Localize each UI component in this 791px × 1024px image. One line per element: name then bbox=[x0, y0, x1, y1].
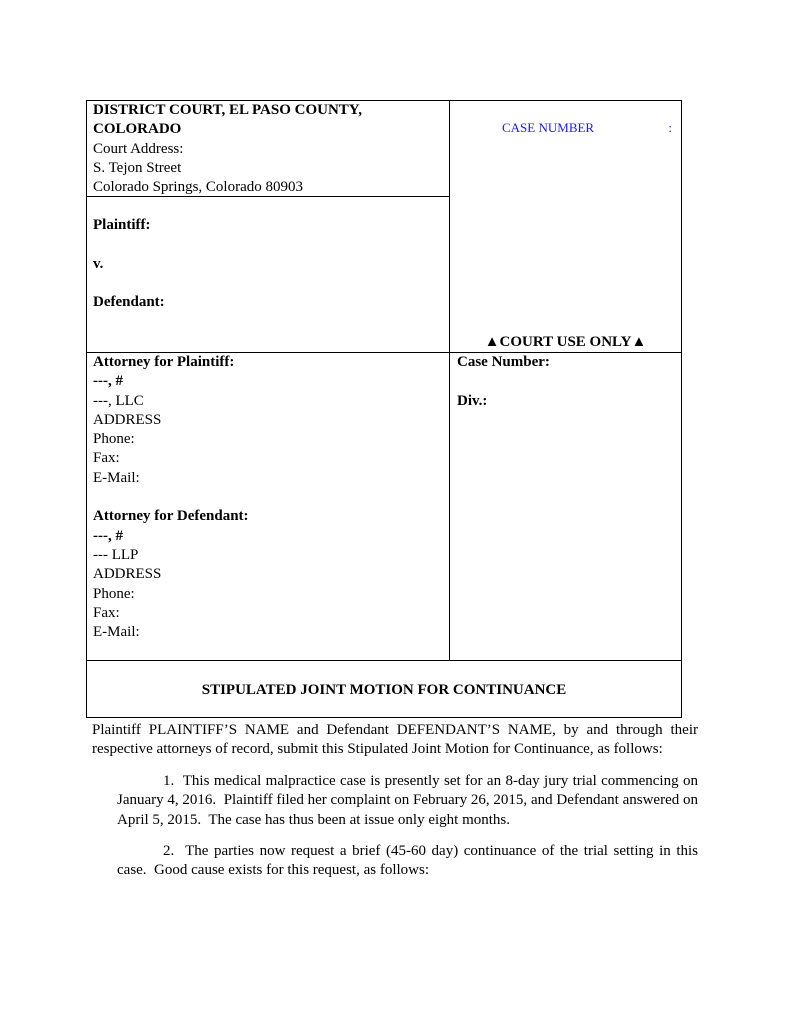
numbered-paragraph-2: 2. The parties now request a brief (45-60 day) continuance of the trial setting in this case. Good cause exists for this request, as follows: bbox=[117, 843, 698, 879]
court-street: S. Tejon Street bbox=[93, 159, 182, 176]
court-info bbox=[93, 101, 362, 197]
case-number-label: Case Number: bbox=[457, 354, 550, 370]
case-number-header-label: CASE NUMBER bbox=[502, 120, 595, 135]
court-city-state-zip: Colorado Springs, Colorado 80903 bbox=[93, 179, 303, 196]
attorney-defendant-firm: --- LLP bbox=[93, 546, 139, 563]
case-number-header bbox=[502, 118, 672, 137]
attorney-defendant-address: ADDRESS bbox=[93, 566, 162, 583]
case-info-block bbox=[457, 353, 550, 411]
attorney-plaintiff-heading: Attorney for Plaintiff: bbox=[93, 354, 235, 370]
attorney-defendant-name: ---, # bbox=[93, 527, 123, 544]
court-use-only-label: ▲COURT USE ONLY▲ bbox=[484, 334, 647, 350]
attorney-plaintiff-email: E-Mail: bbox=[93, 469, 140, 486]
attorney-plaintiff-fax: Fax: bbox=[93, 450, 120, 467]
intro-paragraph: Plaintiff PLAINTIFF’S NAME and Defendant DEFENDANT’S NAME, by and through their respective attorneys of record, submit this Stipulated Joint Motion for Continuance, as follows: bbox=[92, 722, 698, 758]
attorney-defendant-email: E-Mail: bbox=[93, 624, 140, 641]
division-label: Div.: bbox=[457, 392, 488, 409]
attorney-plaintiff-name: ---, # bbox=[93, 373, 123, 390]
document-title: STIPULATED JOINT MOTION FOR CONTINUANCE bbox=[201, 682, 567, 698]
defendant-label: Defendant: bbox=[93, 294, 165, 311]
case-number-header-colon: : bbox=[668, 120, 672, 135]
title-divider bbox=[86, 660, 682, 661]
court-name-line2: COLORADO bbox=[93, 121, 182, 138]
court-address-label: Court Address: bbox=[93, 140, 184, 157]
versus-label: v. bbox=[93, 255, 104, 272]
court-name-line1: DISTRICT COURT, EL PASO COUNTY, bbox=[93, 102, 362, 118]
attorney-plaintiff-firm: ---, LLC bbox=[93, 392, 144, 409]
numbered-paragraph-1: 1. This medical malpractice case is presently set for an 8-day jury trial commencing on January 4, 2016. Plaintiff filed her complaint on February 26, 2015, and Defendant answered on April 5, 2015. The case has thus been at issue only eight months. bbox=[117, 773, 698, 828]
attorney-defendant-heading: Attorney for Defendant: bbox=[93, 508, 249, 525]
attorney-plaintiff-block bbox=[93, 353, 249, 642]
attorney-plaintiff-address: ADDRESS bbox=[93, 411, 162, 428]
attorney-plaintiff-phone: Phone: bbox=[93, 431, 135, 448]
attorney-defendant-fax: Fax: bbox=[93, 604, 120, 621]
caption-vertical-divider bbox=[449, 100, 450, 660]
plaintiff-label: Plaintiff: bbox=[93, 217, 151, 233]
parties bbox=[93, 216, 165, 312]
attorney-defendant-phone: Phone: bbox=[93, 585, 135, 602]
